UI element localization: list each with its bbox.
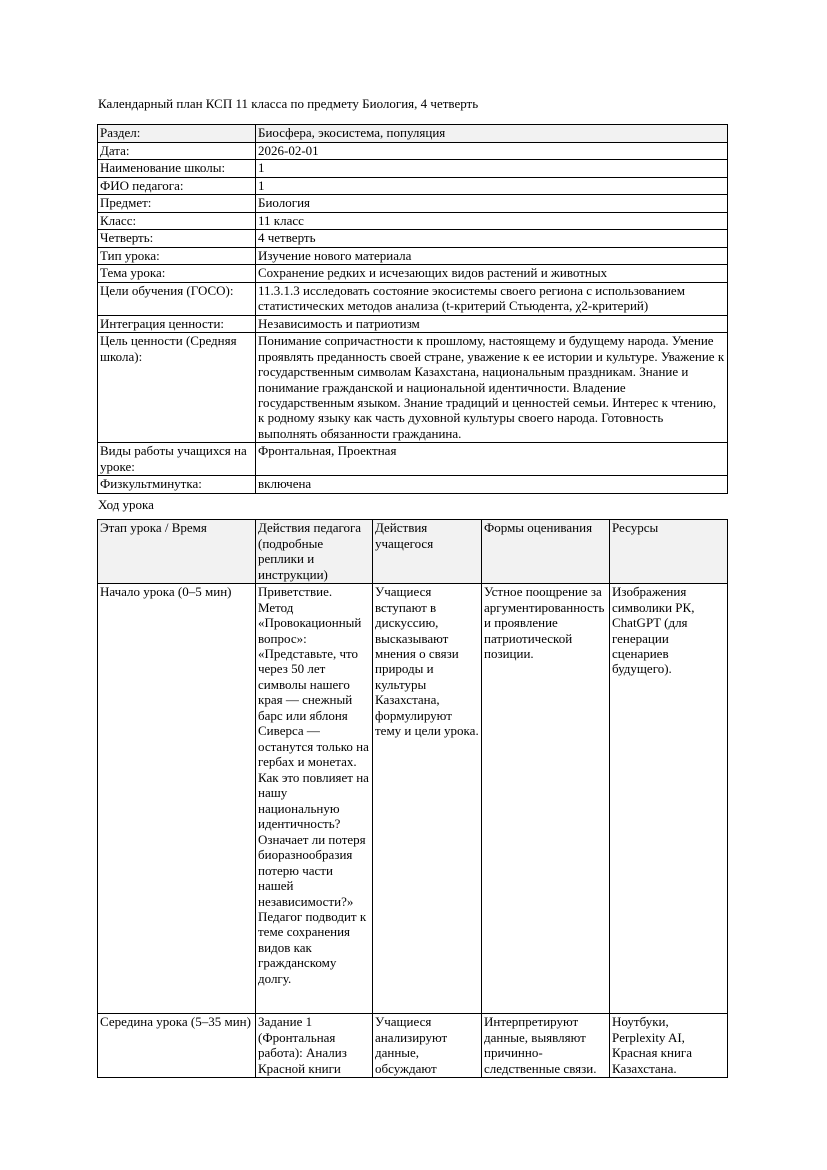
field-value: 11.3.1.3 исследовать состояние экосистемы своего региона с использованием статистических методов анализа (t-критерий Стьюдента, χ2-критерий)	[256, 282, 728, 315]
field-value: Биосфера, экосистема, популяция	[256, 125, 728, 142]
table-row	[98, 265, 728, 282]
table-row	[98, 142, 728, 159]
table-row	[98, 160, 728, 177]
table-row	[98, 177, 728, 194]
student-actions-cell: Учащиеся вступают в дискуссию, высказывают мнения о связи природы и культуры Казахстана, формулируют тему и цели урока.	[373, 584, 482, 1014]
field-value: 4 четверть	[256, 230, 728, 247]
field-value: 1	[256, 160, 728, 177]
field-label: Тема урока:	[98, 265, 256, 282]
assessment-cell: Интерпретируют данные, выявляют причинно-следственные связи.	[482, 1014, 610, 1078]
table-row	[98, 125, 728, 142]
table-row	[98, 443, 728, 476]
field-label: Дата:	[98, 142, 256, 159]
stage-cell: Начало урока (0–5 мин)	[98, 584, 256, 1014]
table-row	[98, 333, 728, 443]
lesson-flow-table	[97, 519, 728, 1078]
field-value: Биология	[256, 195, 728, 212]
field-label: Наименование школы:	[98, 160, 256, 177]
stage-cell: Середина урока (5–35 мин)	[98, 1014, 256, 1078]
table-row	[98, 195, 728, 212]
field-value: Независимость и патриотизм	[256, 315, 728, 332]
field-label: Класс:	[98, 212, 256, 229]
field-label: Раздел:	[98, 125, 256, 142]
field-label: ФИО педагога:	[98, 177, 256, 194]
assessment-cell: Устное поощрение за аргументированность и проявление патриотической позиции.	[482, 584, 610, 1014]
resources-cell: Изображения символики РК, ChatGPT (для генерации сценариев будущего).	[610, 584, 728, 1014]
field-value: 11 класс	[256, 212, 728, 229]
field-value: 1	[256, 177, 728, 194]
column-header-resources: Ресурсы	[610, 520, 728, 584]
field-value: Фронтальная, Проектная	[256, 443, 728, 476]
column-header-stage: Этап урока / Время	[98, 520, 256, 584]
student-actions-cell: Учащиеся анализируют данные, обсуждают	[373, 1014, 482, 1078]
table-row	[98, 476, 728, 493]
column-header-teacher-actions: Действия педагога (подробные реплики и инструкции)	[256, 520, 373, 584]
field-value: 2026-02-01	[256, 142, 728, 159]
teacher-actions-cell: Задание 1 (Фронтальная работа): Анализ Красной книги	[256, 1014, 373, 1078]
page-title: Календарный план КСП 11 класса по предмету Биология, 4 четверть	[98, 96, 479, 111]
table-row	[98, 315, 728, 332]
field-value: Изучение нового материала	[256, 247, 728, 264]
column-header-assessment: Формы оценивания	[482, 520, 610, 584]
table-header-row	[98, 520, 728, 584]
table-row	[98, 282, 728, 315]
field-label: Интеграция ценности:	[98, 315, 256, 332]
field-label: Предмет:	[98, 195, 256, 212]
field-value: Сохранение редких и исчезающих видов растений и животных	[256, 265, 728, 282]
teacher-actions-cell: Приветствие. Метод «Провокационный вопрос»: «Представьте, что через 50 лет символы нашего края — снежный барс или яблоня Сиверса — останутся только на гербах и монетах. Как это повлияет на нашу национальную идентичность? Означает ли потеря биоразнообразия потерю части нашей независимости?» Педагог подводит к теме сохранения видов как гражданскому долгу.	[256, 584, 373, 1014]
field-value: Понимание сопричастности к прошлому, настоящему и будущему народа. Умение проявлять преданность своей стране, уважение к ее истории и культуре. Уважение к государственным символам Казахстана, национальным праздникам. Знание и понимание гражданской и национальной идентичности. Владение государственным языком. Знание традиций и ценностей семьи. Интерес к чтению, к родному языку как часть духовной культуры своего народа. Готовность выполнять обязанности гражданина.	[256, 333, 728, 443]
table-row	[98, 212, 728, 229]
resources-cell: Ноутбуки, Perplexity AI, Красная книга Казахстана.	[610, 1014, 728, 1078]
field-label: Тип урока:	[98, 247, 256, 264]
field-value: включена	[256, 476, 728, 493]
table-row	[98, 247, 728, 264]
field-label: Цель ценности (Средняя школа):	[98, 333, 256, 443]
table-row	[98, 1014, 728, 1078]
field-label: Физкультминутка:	[98, 476, 256, 493]
field-label: Цели обучения (ГОСО):	[98, 282, 256, 315]
table-row	[98, 584, 728, 1014]
column-header-student-actions: Действия учащегося	[373, 520, 482, 584]
lesson-info-table	[97, 124, 728, 493]
field-label: Четверть:	[98, 230, 256, 247]
table-row	[98, 230, 728, 247]
field-label: Виды работы учащихся на уроке:	[98, 443, 256, 476]
section-heading: Ход урока	[98, 496, 154, 512]
